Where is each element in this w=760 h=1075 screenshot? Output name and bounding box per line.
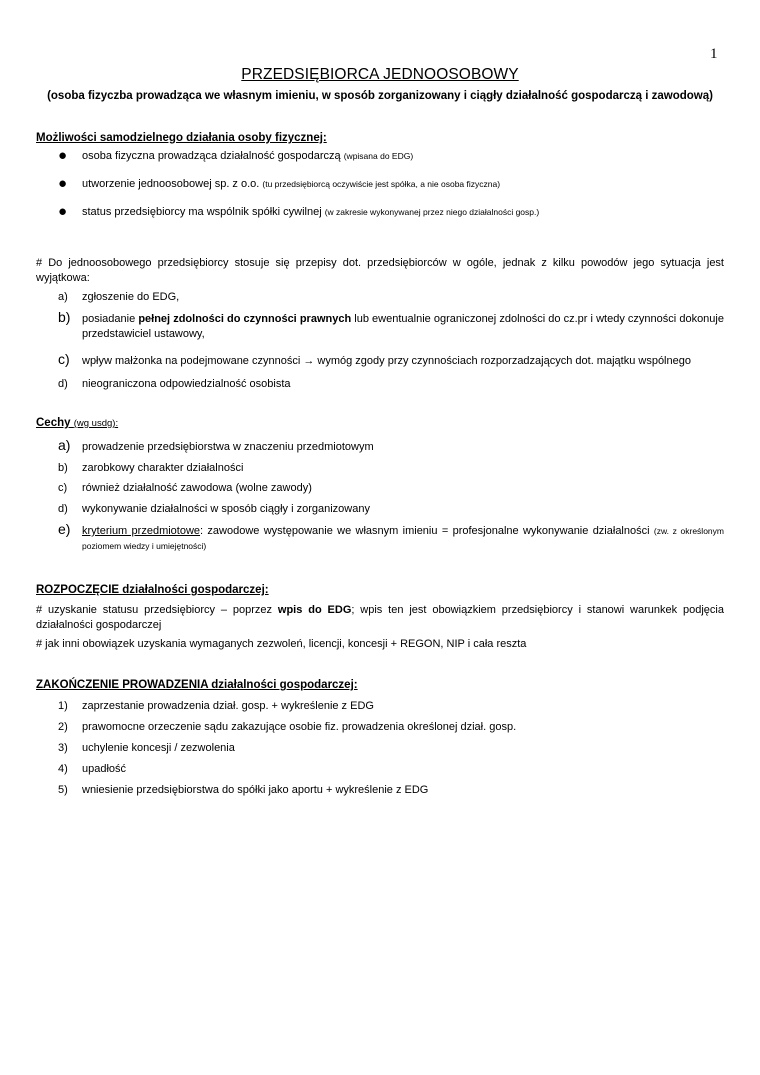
list-text: zgłoszenie do EDG, (82, 291, 180, 303)
page-subtitle: (osoba fizyczba prowadząca we własnym imieniu, w sposób zorganizowany i ciągły działalność gospodarczą i zawodową) (47, 90, 713, 102)
list-marker: c) (58, 482, 68, 494)
bold-text: pełnej zdolności do czynności prawnych (138, 313, 352, 325)
list-text: wniesienie przedsiębiorstwa do spółki jako aportu + wykreślenie z EDG (82, 784, 429, 796)
list-text: prawomocne orzeczenie sądu zakazujące osobie fiz. prowadzenia określonej dział. gosp. (82, 721, 517, 733)
end-list (58, 699, 724, 804)
list-item (58, 720, 724, 741)
section-heading-features: Cechy (wg usdg): (36, 417, 119, 429)
bullet-note: (w zakresie wykonywanej przez niego działalności gosp.) (324, 207, 540, 217)
list-text: zarobkowy charakter działalności (82, 462, 244, 474)
bullet-icon: ● (58, 175, 68, 192)
list-item (56, 175, 736, 206)
list-marker: b) (58, 462, 68, 474)
bullet-icon: ● (58, 147, 68, 164)
list-text: wykonywanie działalności w sposób ciągły i zorganizowany (82, 503, 370, 515)
bullet-text: status przedsiębiorcy ma wspólnik spółki cywilnej (82, 206, 322, 218)
list-item (58, 521, 724, 560)
bullet-text: osoba fizyczna prowadząca działalność gospodarczą (82, 150, 341, 162)
list-text: uchylenie koncesji / zezwolenia (82, 742, 235, 754)
bullet-list (56, 147, 736, 234)
list-text: również działalność zawodowa (wolne zawody) (82, 482, 312, 494)
list-item (58, 741, 724, 762)
list-item (58, 309, 724, 354)
bullet-text: utworzenie jednoosobowej sp. z o.o. (82, 178, 260, 190)
list-marker: d) (58, 378, 68, 390)
list-marker: 2) (58, 721, 68, 733)
list-marker: e) (58, 521, 71, 537)
start-paragraph-2: # jak inni obowiązek uzyskania wymaganych zezwoleń, licencji, koncesji + REGON, NIP i cała reszta (36, 638, 527, 650)
bullet-icon: ● (58, 203, 68, 220)
features-list (58, 437, 724, 560)
list-item (58, 481, 724, 502)
list-text: prowadzenie przedsiębiorstwa w znaczeniu przedmiotowym (82, 441, 374, 453)
section-heading-possibilities: Możliwości samodzielnego działania osoby fizycznej: (36, 132, 327, 144)
list-marker: c) (58, 351, 70, 367)
list-item (58, 783, 724, 804)
list-item (58, 762, 724, 783)
page-title: PRZEDSIĘBIORCA JEDNOOSOBOWY (241, 66, 519, 83)
list-marker: 3) (58, 742, 68, 754)
list-item (58, 437, 724, 461)
list-marker: a) (58, 291, 68, 303)
section-heading-end: ZAKOŃCZENIE PROWADZENIA działalności gospodarczej: (36, 679, 358, 691)
section-heading-start: ROZPOCZĘCIE działalności gospodarczej: (36, 584, 269, 596)
list-marker: 4) (58, 763, 68, 775)
page-number: 1 (710, 46, 718, 62)
arrow-icon: → (303, 355, 315, 367)
list-text: zaprzestanie prowadzenia dział. gosp. + wykreślenie z EDG (82, 700, 374, 712)
list-text: kryterium przedmiotowe: zawodowe występowanie we własnym imieniu = profesjonalne wykonywanie działalności (zw. z określonym poziomem wiedzy i umiejętności) (82, 525, 724, 551)
heading-note: (wg usdg) (73, 418, 116, 429)
list-item (58, 377, 724, 399)
list-marker: b) (58, 309, 71, 325)
list-marker: 1) (58, 700, 68, 712)
list-text: posiadanie pełnej zdolności do czynności prawnych lub ewentualnie ograniczonej zdolności do cz.pr i wtedy czynności dokonuje przedstawiciel ustawowy, (82, 313, 724, 340)
bold-text: wpis do EDG (277, 604, 352, 616)
list-item (56, 203, 736, 234)
list-item (58, 502, 724, 524)
item-note: (zw. z określonym poziomem wiedzy i umiejętności) (82, 526, 724, 551)
list-text: upadłość (82, 763, 127, 775)
start-paragraph-1: # uzyskanie statusu przedsiębiorcy – poprzez wpis do EDG; wpis ten jest obowiązkiem przedsiębiorcy i stanowi warunkek podjęcia działalności gospodarczej (36, 604, 724, 631)
list-text: wpływ małżonka na podejmowane czynności → wymóg zgody przy czynnościach rozporzadzających dot. majątku wspólnego (82, 355, 691, 367)
bullet-note: (wpisana do EDG) (343, 151, 414, 161)
underlined-term: kryterium przedmiotowe (82, 525, 201, 537)
situation-list (58, 290, 724, 399)
bullet-note: (tu przedsiębiorcą oczywiście jest spółka, a nie osoba fizyczna) (262, 179, 501, 189)
intro-paragraph: # Do jednoosobowego przedsiębiorcy stosuje się przepisy dot. przedsiębiorców w ogóle, jednak z kilku powodów jego sytuacja jest wyjątkowa: (36, 257, 724, 284)
list-item (58, 351, 724, 377)
list-marker: a) (58, 437, 71, 453)
list-item (58, 290, 724, 312)
list-marker: 5) (58, 784, 68, 796)
list-item (58, 699, 724, 720)
list-text: nieograniczona odpowiedzialność osobista (82, 378, 291, 390)
list-item (56, 147, 736, 178)
list-marker: d) (58, 503, 68, 515)
list-item (58, 461, 724, 481)
